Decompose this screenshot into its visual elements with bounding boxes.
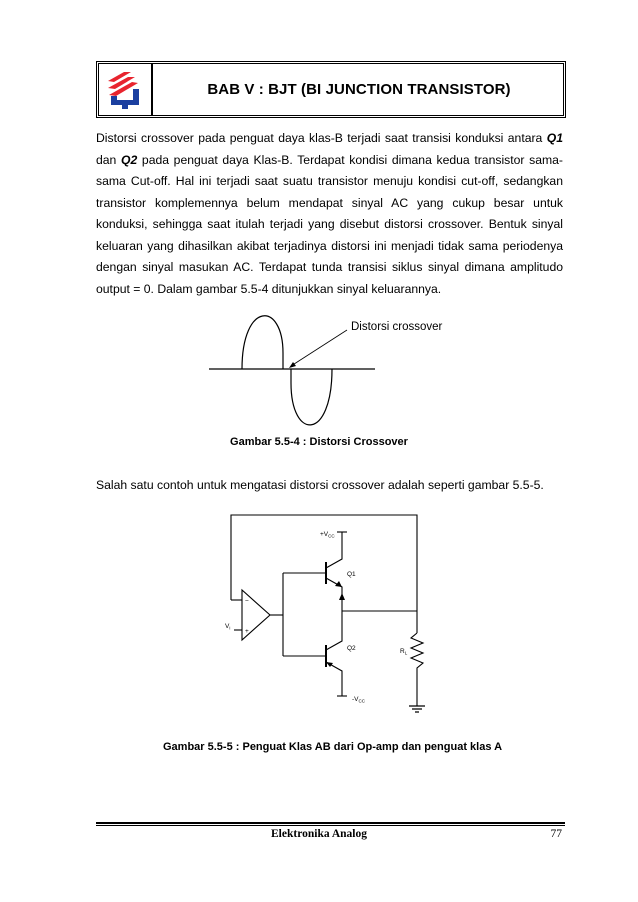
annotation-arrow-line [291, 330, 347, 366]
transistor-q2-ref: Q2 [121, 152, 138, 167]
vi-label: $V_i$ [225, 623, 231, 631]
figure-caption-5-5-4: Gambar 5.5-4 : Distorsi Crossover [230, 436, 408, 448]
q2-collector [326, 611, 342, 650]
chapter-title: BAB V : BJT (BI JUNCTION TRANSISTOR) [207, 81, 511, 98]
figure-caption-5-5-5: Gambar 5.5-5 : Penguat Klas AB dari Op-amp dan penguat klas A [163, 741, 503, 753]
load-resistor-label: $R_L$ [400, 648, 408, 656]
transistor-q1-ref: Q1 [546, 131, 563, 145]
q1-label: Q1 [347, 571, 356, 578]
body-paragraph-2: Salah satu contoh untuk mengatasi distorsi crossover adalah seperti gambar 5.5-5. [96, 478, 544, 492]
distortion-annotation: Distorsi crossover [351, 321, 443, 333]
output-junction-arrow [339, 593, 345, 600]
text-run: Distorsi crossover pada penguat daya klas-B terjadi saat transisi konduksi antara [96, 131, 547, 145]
institution-logo-icon [104, 69, 146, 111]
logo-cell [99, 64, 153, 115]
negative-half-cycle [291, 369, 332, 425]
page-number: 77 [550, 828, 562, 840]
text-run: pada penguat daya Klas-B. Terdapat kondisi dimana kedua transistor sama-sama Cut-off. Hal ini terjadi saat suatu transistor menuju kondisi cut-off, sedangkan transistor komplemennya belum mendapat sinyal AC yang cukup besar untuk konduksi, sehingga saat itulah terjadi yang disebut distorsi crossover. Bentuk sinyal keluaran yang dihasilkan akibat terjadinya distorsi ini menjadi tidak sama periodenya dengan sinyal masukan AC. Terdapat tunda transisi siklus sinyal dimana amplitudo output = 0. Dalam gambar 5.5-4 ditunjukkan sinyal keluarannya. [96, 152, 563, 296]
vcc-positive-label: $+V_{CC}$ [320, 531, 335, 539]
ground-symbol [409, 706, 425, 712]
annotation-arrow-head [289, 362, 296, 368]
chapter-header [96, 61, 566, 118]
q2-emitter [326, 662, 342, 696]
class-ab-circuit-diagram [222, 512, 442, 722]
q2-label: Q2 [347, 645, 356, 652]
opamp-minus-sign: − [245, 598, 249, 605]
crossover-distortion-figure [205, 305, 465, 430]
paragraph-text [96, 128, 563, 300]
logo-blue-cup [111, 89, 139, 105]
load-resistor [411, 633, 423, 706]
feedback-wire [231, 515, 417, 611]
q2-emitter-arrow [326, 662, 333, 667]
opamp-plus-sign: + [245, 628, 249, 635]
text-run: dan [96, 152, 121, 167]
vcc-negative-label: $-V_{CC}$ [352, 696, 365, 704]
logo-blue-base [122, 105, 128, 109]
body-paragraph-1 [96, 128, 563, 300]
footer-book-title: Elektronika Analog [271, 828, 367, 840]
footer-rule [96, 822, 565, 826]
positive-half-cycle [242, 316, 283, 369]
